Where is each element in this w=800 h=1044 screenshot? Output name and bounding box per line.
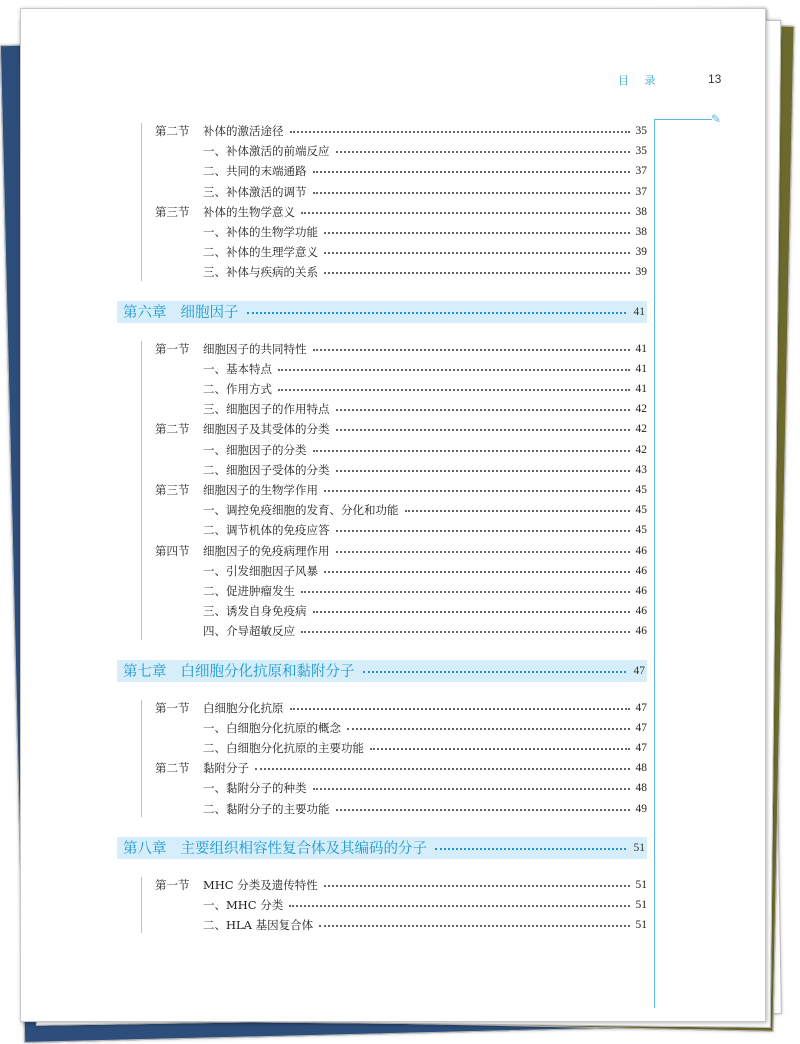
- entry-title: 四、介导超敏反应: [203, 624, 295, 639]
- section-number: 第二节: [155, 761, 190, 776]
- section-group-rule: [141, 123, 142, 281]
- dot-leader: [278, 389, 630, 391]
- entry-page-number: 43: [635, 463, 647, 476]
- running-title: 目 录: [618, 74, 662, 87]
- dot-leader: [336, 151, 630, 153]
- toc-subsection-entry[interactable]: [203, 142, 647, 160]
- entry-page-number: 39: [635, 246, 647, 259]
- entry-title: 二、黏附分子的主要功能: [203, 801, 330, 816]
- toc-subsection-entry[interactable]: [203, 380, 647, 398]
- entry-page-number: 46: [635, 544, 647, 557]
- dot-leader: [290, 708, 630, 710]
- entry-title: 一、补体的生物学功能: [203, 225, 318, 239]
- chapter-heading[interactable]: [117, 660, 647, 682]
- dot-leader: [336, 809, 630, 811]
- toc-subsection-entry[interactable]: [203, 223, 647, 241]
- toc-subsection-entry[interactable]: [203, 501, 647, 519]
- dot-leader: [370, 748, 630, 750]
- chapter-number: 第六章: [123, 305, 167, 322]
- pen-icon: ✎: [711, 112, 722, 126]
- entry-title: 三、诱发自身免疫病: [203, 604, 307, 619]
- entry-title: 一、黏附分子的种类: [203, 781, 307, 796]
- entry-page-number: 41: [635, 362, 647, 375]
- entry-page-number: 35: [635, 145, 647, 158]
- dot-leader: [313, 171, 630, 173]
- section-number: 第二节: [155, 124, 190, 138]
- section-number: 第一节: [155, 700, 190, 715]
- dot-leader: [324, 272, 630, 274]
- dot-leader: [319, 925, 629, 927]
- dot-leader: [290, 131, 630, 133]
- toc-subsection-entry[interactable]: [203, 562, 647, 580]
- chapter-number: 第八章: [123, 841, 167, 858]
- dot-leader: [301, 591, 630, 593]
- entry-title: 一、基本特点: [203, 361, 272, 376]
- dot-leader: [247, 312, 626, 314]
- chapter-number: 第七章: [123, 664, 167, 681]
- dot-leader: [301, 212, 630, 214]
- dot-leader: [336, 470, 630, 472]
- dot-leader: [336, 551, 630, 553]
- section-group-rule: [141, 877, 142, 934]
- entry-title: 补体的生物学意义: [203, 204, 295, 219]
- entry-page-number: 47: [635, 742, 647, 754]
- entry-title: 三、补体与疾病的关系: [203, 265, 318, 280]
- dot-leader: [405, 510, 630, 512]
- toc-subsection-entry[interactable]: [203, 263, 647, 281]
- toc-subsection-entry[interactable]: [203, 183, 647, 201]
- entry-page-number: 38: [635, 226, 647, 238]
- section-number: 第三节: [155, 204, 190, 219]
- toc-subsection-entry[interactable]: [203, 441, 647, 459]
- toc-subsection-entry[interactable]: [203, 602, 647, 620]
- toc-subsection-entry[interactable]: [203, 739, 647, 757]
- entry-title: 二、白细胞分化抗原的主要功能: [203, 741, 364, 755]
- entry-page-number: 46: [635, 585, 647, 597]
- toc-section-entry[interactable]: [155, 876, 647, 894]
- toc-subsection-entry[interactable]: [203, 916, 647, 934]
- dot-leader: [324, 571, 630, 573]
- toc-section-entry[interactable]: [155, 203, 647, 221]
- section-number: 第三节: [155, 483, 190, 497]
- entry-page-number: 42: [635, 403, 647, 416]
- entry-page-number: 51: [635, 899, 647, 911]
- toc-subsection-entry[interactable]: [203, 461, 647, 479]
- entry-title: 一、白细胞分化抗原的概念: [203, 720, 341, 735]
- toc-subsection-entry[interactable]: [203, 622, 647, 640]
- toc-subsection-entry[interactable]: [203, 719, 647, 737]
- section-number: 第二节: [155, 422, 190, 437]
- toc-section-entry[interactable]: [155, 122, 647, 140]
- section-group-rule: [141, 700, 142, 817]
- entry-title: 细胞因子的生物学作用: [203, 483, 318, 497]
- toc-section-entry[interactable]: [155, 759, 647, 777]
- dot-leader: [336, 530, 630, 532]
- entry-page-number: 39: [635, 266, 647, 279]
- entry-page-number: 45: [635, 484, 647, 496]
- entry-title: 三、补体激活的调节: [203, 184, 307, 199]
- entry-title: 补体的激活途径: [203, 124, 284, 138]
- dot-leader: [336, 429, 630, 431]
- page-number: 13: [708, 72, 722, 86]
- entry-page-number: 51: [635, 878, 647, 891]
- entry-title: 一、调控免疫细胞的发育、分化和功能: [203, 503, 399, 518]
- entry-page-number: 41: [635, 383, 647, 395]
- entry-title: 二、HLA 基因复合体: [203, 918, 314, 933]
- entry-title: 细胞因子的免疫病理作用: [203, 543, 330, 558]
- chapter-title: 细胞因子: [180, 305, 239, 322]
- margin-rule-horizontal: [654, 119, 712, 120]
- entry-page-number: 42: [635, 443, 647, 456]
- toc-subsection-entry[interactable]: [203, 162, 647, 180]
- entry-title: 二、调节机体的免疫应答: [203, 523, 330, 538]
- dot-leader: [336, 409, 630, 411]
- dot-leader: [324, 252, 630, 254]
- entry-title: 黏附分子: [203, 761, 249, 776]
- entry-title: 三、细胞因子的作用特点: [203, 402, 330, 417]
- toc-subsection-entry[interactable]: [203, 360, 647, 378]
- chapter-title: 主要组织相容性复合体及其编码的分子: [180, 841, 427, 858]
- entry-page-number: 46: [635, 564, 647, 577]
- entry-page-number: 37: [635, 165, 647, 178]
- entry-title: 细胞因子及其受体的分类: [203, 422, 330, 437]
- dot-leader: [278, 369, 630, 371]
- chapter-page-number: 41: [633, 305, 645, 318]
- dot-leader: [313, 192, 630, 194]
- section-number: 第一节: [155, 877, 190, 892]
- entry-title: 一、MHC 分类: [203, 898, 284, 912]
- dot-leader: [324, 232, 630, 234]
- section-number: 第一节: [155, 341, 190, 356]
- chapter-title: 白细胞分化抗原和黏附分子: [180, 664, 355, 681]
- entry-page-number: 38: [635, 205, 647, 218]
- entry-title: 一、引发细胞因子风暴: [203, 563, 318, 578]
- dot-leader: [255, 768, 630, 770]
- entry-title: 一、补体激活的前端反应: [203, 144, 330, 159]
- entry-page-number: 45: [635, 504, 647, 517]
- entry-title: 二、细胞因子受体的分类: [203, 462, 330, 477]
- toc-section-entry[interactable]: [155, 340, 647, 358]
- entry-page-number: 35: [635, 125, 647, 137]
- entry-title: 一、细胞因子的分类: [203, 442, 307, 457]
- entry-title: 白细胞分化抗原: [203, 700, 284, 715]
- chapter-heading[interactable]: [117, 837, 647, 859]
- dot-leader: [435, 848, 626, 850]
- toc-subsection-entry[interactable]: [203, 779, 647, 797]
- dot-leader: [347, 728, 630, 730]
- entry-page-number: 48: [635, 782, 647, 795]
- dot-leader: [324, 885, 630, 887]
- entry-page-number: 42: [635, 423, 647, 436]
- toc-subsection-entry[interactable]: [203, 896, 647, 914]
- dot-leader: [313, 788, 630, 790]
- entry-page-number: 48: [635, 762, 647, 775]
- entry-title: 二、促进肿瘤发生: [203, 584, 295, 598]
- chapter-page-number: 47: [633, 664, 645, 677]
- entry-page-number: 37: [635, 185, 647, 198]
- toc-subsection-entry[interactable]: [203, 243, 647, 261]
- section-number: 第四节: [155, 543, 190, 558]
- toc-section-entry[interactable]: [155, 481, 647, 499]
- toc-section-entry[interactable]: [155, 420, 647, 438]
- section-group-rule: [141, 341, 142, 640]
- dot-leader: [313, 450, 630, 452]
- entry-page-number: 41: [635, 342, 647, 355]
- entry-page-number: 51: [635, 919, 647, 932]
- dot-leader: [313, 611, 630, 613]
- entry-page-number: 47: [635, 701, 647, 714]
- entry-title: 二、共同的末端通路: [203, 164, 307, 179]
- entry-page-number: 45: [635, 524, 647, 537]
- toc-subsection-entry[interactable]: [203, 400, 647, 418]
- entry-page-number: 47: [635, 721, 647, 734]
- entry-title: 细胞因子的共同特性: [203, 341, 307, 356]
- dot-leader: [363, 671, 626, 673]
- margin-rule-vertical: [654, 120, 655, 1008]
- toc-subsection-entry[interactable]: [203, 800, 647, 818]
- toc-subsection-entry[interactable]: [203, 521, 647, 539]
- entry-title: 二、作用方式: [203, 382, 272, 396]
- chapter-heading[interactable]: [117, 301, 647, 323]
- dot-leader: [324, 490, 630, 492]
- entry-page-number: 46: [635, 605, 647, 618]
- dot-leader: [301, 631, 630, 633]
- toc-section-entry[interactable]: [155, 699, 647, 717]
- chapter-page-number: 51: [633, 841, 645, 854]
- entry-page-number: 46: [635, 625, 647, 638]
- entry-title: 二、补体的生理学意义: [203, 245, 318, 260]
- entry-title: MHC 分类及遗传特性: [203, 877, 318, 892]
- dot-leader: [289, 905, 629, 907]
- dot-leader: [313, 349, 630, 351]
- toc-section-entry[interactable]: [155, 542, 647, 560]
- entry-page-number: 49: [635, 802, 647, 815]
- toc-subsection-entry[interactable]: [203, 582, 647, 600]
